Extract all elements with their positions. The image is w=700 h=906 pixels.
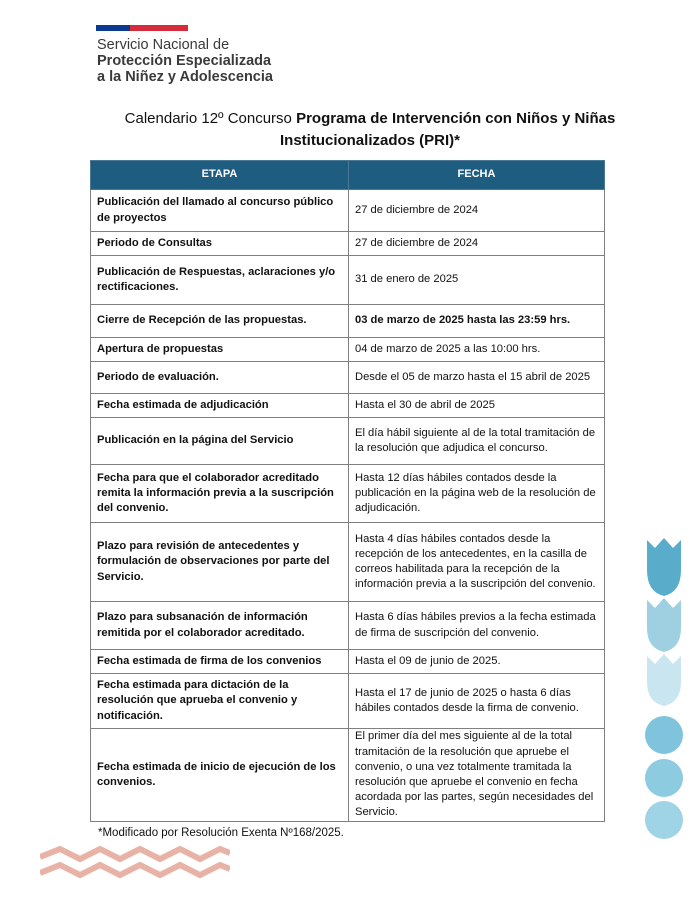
organization-logo-text [97, 37, 273, 85]
footnote: *Modificado por Resolución Exenta Nº168/2025. [98, 827, 344, 839]
table-row [91, 418, 605, 465]
etapa-cell: Apertura de propuestas [91, 338, 349, 362]
etapa-cell: Fecha estimada para dictación de la resolución que aprueba el convenio y notificación. [91, 674, 349, 729]
etapa-cell: Publicación del llamado al concurso público de proyectos [91, 190, 349, 232]
fecha-cell: 04 de marzo de 2025 a las 10:00 hrs. [349, 338, 605, 362]
etapa-cell: Plazo para subsanación de información remitida por el colaborador acreditado. [91, 602, 349, 650]
header-fecha: FECHA [349, 161, 605, 190]
fecha-cell: 31 de enero de 2025 [349, 256, 605, 305]
fecha-cell: 03 de marzo de 2025 hasta las 23:59 hrs. [349, 305, 605, 338]
table-header-row [91, 161, 605, 190]
fecha-cell: Hasta el 17 de junio de 2025 o hasta 6 días hábiles contados desde la firma de convenio. [349, 674, 605, 729]
drops-decoration-icon [643, 530, 685, 850]
table-row [91, 338, 605, 362]
etapa-cell: Fecha estimada de firma de los convenios [91, 650, 349, 674]
table-row [91, 729, 605, 822]
title-bold-line-2: Institucionalizados (PRI)* [279, 132, 460, 149]
etapa-cell: Periodo de Consultas [91, 232, 349, 256]
table-row [91, 232, 605, 256]
fecha-cell: Hasta 12 días hábiles contados desde la publicación en la página web de la resolución de adjudicación. [349, 465, 605, 523]
table-row [91, 650, 605, 674]
fecha-cell: Hasta 4 días hábiles contados desde la recepción de los antecedentes, en la casilla de correos habilitada para la recepción de la información previa a la suscripción del convenio. [349, 523, 605, 602]
fecha-cell: El día hábil siguiente al de la total tramitación de la resolución que adjudica el concurso. [349, 418, 605, 465]
calendar-table [90, 160, 605, 822]
etapa-cell: Publicación de Respuestas, aclaraciones y/o rectificaciones. [91, 256, 349, 305]
table-row [91, 602, 605, 650]
title-prefix: Calendario 12º Concurso [124, 110, 297, 127]
etapa-cell: Fecha estimada de adjudicación [91, 394, 349, 418]
table-row [91, 465, 605, 523]
title-bold-line-1: Programa de Intervención con Niños y Niñas [296, 110, 616, 127]
table-row [91, 190, 605, 232]
document-title [70, 108, 670, 152]
table-row [91, 674, 605, 729]
zigzag-decoration-icon [40, 845, 230, 885]
etapa-cell: Fecha para que el colaborador acreditado remita la información previa a la suscripción del convenio. [91, 465, 349, 523]
fecha-cell: Hasta el 30 de abril de 2025 [349, 394, 605, 418]
table-row [91, 362, 605, 394]
org-line-1: Servicio Nacional de [97, 37, 230, 53]
fecha-cell: Desde el 05 de marzo hasta el 15 abril de 2025 [349, 362, 605, 394]
org-line-3: a la Niñez y Adolescencia [97, 69, 273, 85]
etapa-cell: Fecha estimada de inicio de ejecución de los convenios. [91, 729, 349, 822]
flag-bar-logo [96, 25, 188, 31]
etapa-cell: Periodo de evaluación. [91, 362, 349, 394]
table-row [91, 394, 605, 418]
fecha-cell: El primer día del mes siguiente al de la total tramitación de la resolución que apruebe el convenio, o una vez totalmente tramitada la resolución que apruebe el convenio en fecha acordada por las partes, según necesidades del Servicio. [349, 729, 605, 822]
header-etapa: ETAPA [91, 161, 349, 190]
org-line-2: Protección Especializada [97, 53, 272, 69]
table-row [91, 256, 605, 305]
flag-bar-blue [96, 25, 130, 31]
etapa-cell: Plazo para revisión de antecedentes y formulación de observaciones por parte del Servicio. [91, 523, 349, 602]
etapa-cell: Cierre de Recepción de las propuestas. [91, 305, 349, 338]
fecha-cell: 27 de diciembre de 2024 [349, 232, 605, 256]
flag-bar-red [130, 25, 188, 31]
fecha-cell: Hasta 6 días hábiles previos a la fecha estimada de firma de suscripción del convenio. [349, 602, 605, 650]
fecha-cell: Hasta el 09 de junio de 2025. [349, 650, 605, 674]
table-row [91, 523, 605, 602]
etapa-cell: Publicación en la página del Servicio [91, 418, 349, 465]
fecha-cell: 27 de diciembre de 2024 [349, 190, 605, 232]
table-row [91, 305, 605, 338]
